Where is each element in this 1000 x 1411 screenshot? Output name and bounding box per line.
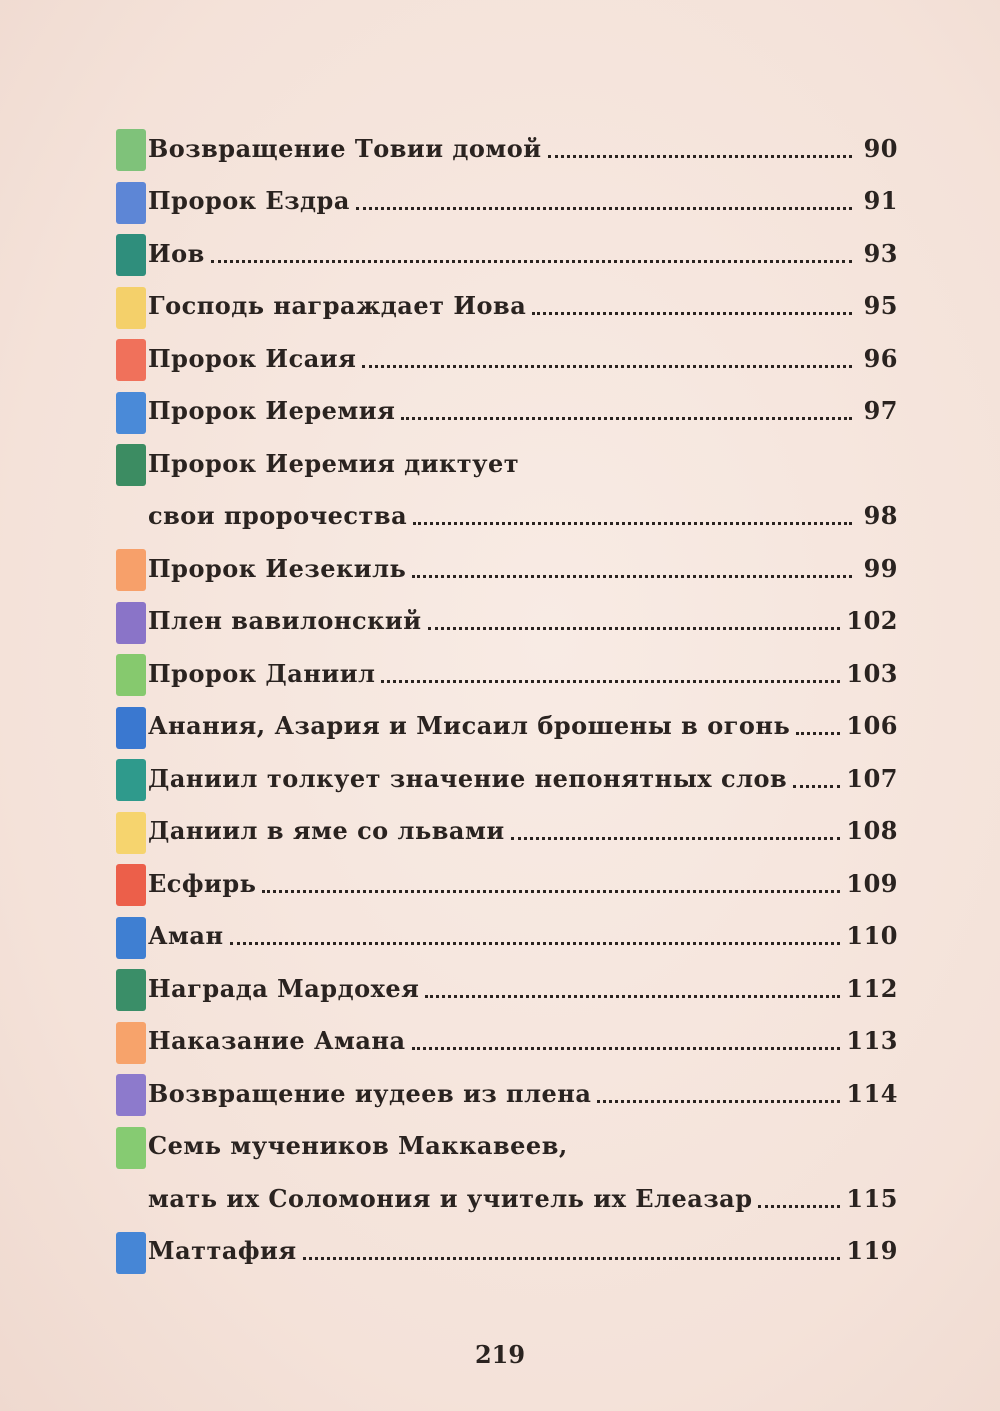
toc-entry-page: 96: [863, 343, 898, 373]
toc-entry: [116, 490, 898, 543]
toc-entry-page: 90: [863, 133, 898, 163]
toc-entry-page: 110: [846, 921, 898, 951]
toc-entry: [116, 910, 898, 963]
table-of-contents: [116, 122, 898, 1277]
decorative-initial-icon: [116, 339, 146, 381]
toc-entry-title: Возвращение иудеев из плена: [148, 1078, 592, 1108]
toc-entry-title: Аман: [148, 921, 224, 951]
toc-entry: [116, 752, 898, 805]
decorative-initial-icon: [116, 549, 146, 591]
toc-entry-page: 113: [846, 1026, 898, 1056]
dot-leader: [401, 417, 852, 420]
toc-entry-title: Даниил в яме со львами: [148, 816, 505, 846]
toc-entry-title: мать их Соломония и учитель их Елеазар: [148, 1183, 753, 1213]
decorative-initial-icon: [116, 234, 146, 276]
toc-entry: [116, 700, 898, 753]
dot-leader: [511, 837, 841, 840]
decorative-initial-icon: [116, 864, 146, 906]
toc-entry-page: 106: [846, 711, 898, 741]
toc-entry: [116, 962, 898, 1015]
toc-entry-title: Пророк Исаия: [148, 343, 357, 373]
toc-entry-page: 97: [863, 396, 898, 426]
toc-entry: [116, 1172, 898, 1225]
decorative-initial-icon: [116, 287, 146, 329]
toc-entry: [116, 1225, 898, 1278]
toc-entry-title: Пророк Иезекиль: [148, 553, 407, 583]
dot-leader: [230, 942, 841, 945]
toc-entry-page: 115: [846, 1183, 898, 1213]
dot-leader: [303, 1257, 841, 1260]
dot-leader: [413, 522, 852, 525]
toc-entry-page: 112: [846, 973, 898, 1003]
decorative-initial-icon: [116, 392, 146, 434]
toc-entry-title: свои пророчества: [148, 501, 408, 531]
decorative-initial-icon: [116, 969, 146, 1011]
toc-entry-title: Пророк Иеремия: [148, 396, 396, 426]
toc-entry-title: Маттафия: [148, 1236, 297, 1266]
decorative-initial-icon: [116, 182, 146, 224]
toc-entry-page: 95: [863, 291, 898, 321]
decorative-initial-icon: [116, 917, 146, 959]
toc-entry-page: 109: [846, 868, 898, 898]
toc-entry: [116, 542, 898, 595]
dot-leader: [211, 260, 852, 263]
page-number: 219: [474, 1340, 526, 1369]
toc-entry-title: Иов: [148, 238, 205, 268]
decorative-initial-icon: [116, 1022, 146, 1064]
toc-entry: [116, 1120, 898, 1173]
toc-entry-page: 107: [846, 763, 898, 793]
decorative-initial-icon: [116, 654, 146, 696]
toc-entry: [116, 1015, 898, 1068]
toc-entry-title: Пророк Иеремия диктует: [148, 448, 520, 478]
dot-leader: [412, 575, 852, 578]
decorative-initial-icon: [116, 759, 146, 801]
dot-leader: [412, 1047, 841, 1050]
decorative-initial-icon: [116, 707, 146, 749]
toc-entry: [116, 437, 898, 490]
toc-entry-title: Возвращение Товии домой: [148, 133, 542, 163]
dot-leader: [548, 155, 852, 158]
toc-entry: [116, 280, 898, 333]
decorative-initial-icon: [116, 1232, 146, 1274]
toc-entry-title: Пророк Ездра: [148, 186, 350, 216]
dot-leader: [428, 627, 841, 630]
toc-entry: [116, 857, 898, 910]
toc-entry-title: Наказание Амана: [148, 1026, 406, 1056]
toc-entry-page: 98: [863, 501, 898, 531]
dot-leader: [793, 785, 840, 788]
dot-leader: [356, 207, 852, 210]
toc-entry: [116, 332, 898, 385]
decorative-initial-icon: [116, 1127, 146, 1169]
toc-entry-title: Есфирь: [148, 868, 257, 898]
dot-leader: [758, 1205, 840, 1208]
dot-leader: [532, 312, 852, 315]
toc-entry-title: Плен вавилонский: [148, 606, 422, 636]
toc-entry-page: 103: [846, 658, 898, 688]
dot-leader: [796, 732, 840, 735]
toc-entry: [116, 122, 898, 175]
toc-entry-page: 108: [846, 816, 898, 846]
toc-entry-page: 99: [863, 553, 898, 583]
decorative-initial-icon: [116, 1074, 146, 1116]
toc-entry: [116, 227, 898, 280]
toc-entry-page: 114: [846, 1078, 898, 1108]
decorative-initial-icon: [116, 812, 146, 854]
toc-entry-page: 93: [863, 238, 898, 268]
toc-entry-title: Семь мучеников Маккавеев,: [148, 1131, 568, 1161]
toc-entry-page: 119: [846, 1236, 898, 1266]
dot-leader: [262, 890, 840, 893]
decorative-initial-icon: [116, 444, 146, 486]
toc-entry: [116, 647, 898, 700]
toc-entry: [116, 595, 898, 648]
dot-leader: [362, 365, 852, 368]
toc-entry-title: Пророк Даниил: [148, 658, 376, 688]
dot-leader: [425, 995, 840, 998]
toc-entry: [116, 805, 898, 858]
decorative-initial-icon: [116, 129, 146, 171]
toc-entry-page: 102: [846, 606, 898, 636]
toc-entry: [116, 385, 898, 438]
toc-entry-title: Даниил толкует значение непонятных слов: [148, 763, 788, 793]
toc-entry-title: Награда Мардохея: [148, 973, 420, 1003]
toc-entry: [116, 175, 898, 228]
dot-leader: [381, 680, 840, 683]
toc-entry-page: 91: [863, 186, 898, 216]
toc-entry-title: Господь награждает Иова: [148, 291, 527, 321]
dot-leader: [597, 1100, 840, 1103]
toc-entry-title: Анания, Азария и Мисаил брошены в огонь: [148, 711, 791, 741]
toc-entry: [116, 1067, 898, 1120]
decorative-initial-icon: [116, 602, 146, 644]
